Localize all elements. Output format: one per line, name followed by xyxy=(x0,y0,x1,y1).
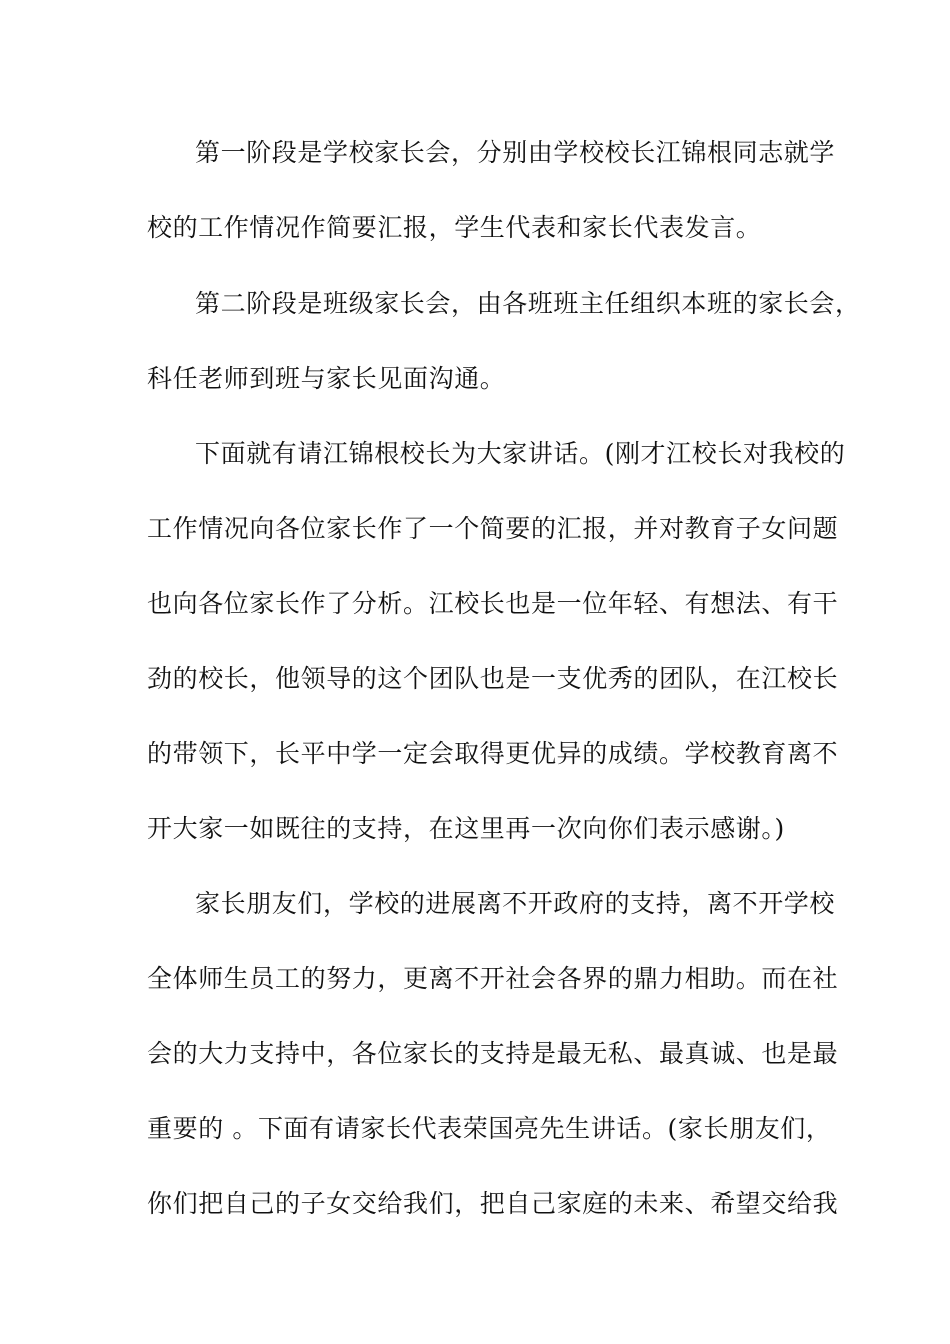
paragraph-4-line-2: 全体师生员工的努力，更离不开社会各界的鼎力相助。而在社 xyxy=(147,964,839,993)
paragraph-3-line-3: 也向各位家长作了分析。江校长也是一位年轻、有想法、有干 xyxy=(147,589,839,618)
paragraph-3-line-4: 劲的校长，他领导的这个团队也是一支优秀的团队，在江校长 xyxy=(147,664,839,693)
paragraph-3-line-6: 开大家一如既往的支持，在这里再一次向你们表示感谢。) xyxy=(147,814,785,843)
paragraph-1-line-1: 第一阶段是学校家长会，分别由学校校长江锦根同志就学 xyxy=(195,138,836,167)
paragraph-4-line-1: 家长朋友们，学校的进展离不开政府的支持，离不开学校 xyxy=(195,889,836,918)
paragraph-2-line-1: 第二阶段是班级家长会，由各班班主任组织本班的家长会， xyxy=(195,289,861,318)
paragraph-3-line-5: 的带领下，长平中学一定会取得更优异的成绩。学校教育离不 xyxy=(147,739,839,768)
paragraph-3-line-1: 下面就有请江锦根校长为大家讲话。(刚才江校长对我校的 xyxy=(195,439,846,468)
paragraph-3-line-2: 工作情况向各位家长作了一个简要的汇报，并对教育子女问题 xyxy=(147,514,839,543)
paragraph-2-line-2: 科任老师到班与家长见面沟通。 xyxy=(147,364,506,393)
paragraph-1-line-2: 校的工作情况作简要汇报，学生代表和家长代表发言。 xyxy=(147,213,762,242)
paragraph-4-line-4: 重要的 。下面有请家长代表荣国亮先生讲话。(家长朋友们， xyxy=(147,1114,832,1143)
paragraph-4-line-5: 你们把自己的子女交给我们，把自己家庭的未来、希望交给我 xyxy=(147,1189,839,1218)
paragraph-4-line-3: 会的大力支持中，各位家长的支持是最无私、最真诚、也是最 xyxy=(147,1039,839,1068)
